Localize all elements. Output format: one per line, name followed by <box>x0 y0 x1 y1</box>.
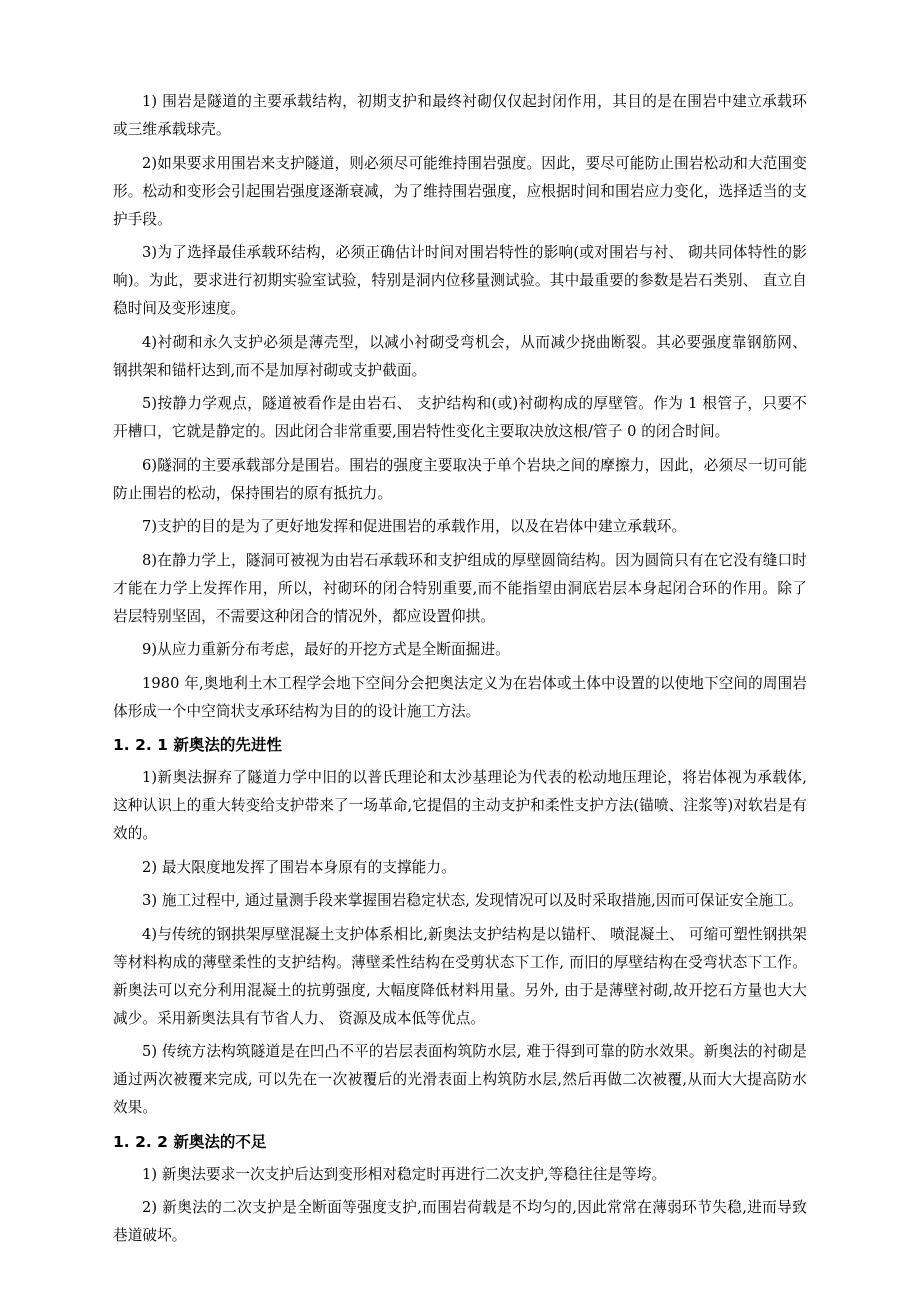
paragraph: 5) 传统方法构筑隧道是在凹凸不平的岩层表面构筑防水层, 难于得到可靠的防水效果。新奥法的衬砌是通过两次被覆来完成, 可以先在一次被覆后的光滑表面上构筑防水层,然后再做二次被覆,从而大大提高防水效果。 <box>113 1043 807 1116</box>
paragraph: 2) 最大限度地发挥了围岩本身原有的支撑能力。 <box>142 858 456 876</box>
section-heading-advantages: 1. 2. 1 新奥法的先进性 <box>113 736 282 754</box>
paragraph: 1)新奥法摒弃了隧道力学中旧的以普氏理论和太沙基理论为代表的松动地压理论，将岩体视为承载体,这种认识上的重大转变给支护带来了一场革命,它提倡的主动支护和柔性支护方法(锚喷、注浆等)对软岩是有效的。 <box>113 769 807 842</box>
paragraph: 4)与传统的钢拱架厚壁混凝土支护体系相比,新奥法支护结构是以锚杆、 喷混凝土、 可缩可塑性钢拱架等材料构成的薄壁柔性的支护结构。薄壁柔性结构在受剪状态下工作, 而旧的厚壁结构在受弯状态下工作。新奥法可以充分利用混凝土的抗剪强度, 大幅度降低材料用量。另外, 由于是薄壁衬砌,故开挖石方量也大大减少。采用新奥法具有节省人力、 资源及成本低等优点。 <box>113 925 807 1027</box>
paragraph: 4)衬砌和永久支护必须是薄壳型，以减小衬砌受弯机会，从而减少挠曲断裂。其必要强度靠钢筋网、 钢拱架和锚杆达到,而不是加厚衬砌或支护截面。 <box>113 333 807 379</box>
paragraph: 2)如果要求用围岩来支护隧道，则必须尽可能维持围岩强度。因此，要尽可能防止围岩松动和大范围变形。松动和变形会引起围岩强度逐渐衰减，为了维持围岩强度，应根据时间和围岩应力变化，选择适当的支护手段。 <box>113 154 807 228</box>
paragraph: 6)隧洞的主要承载部分是围岩。围岩的强度主要取决于单个岩块之间的摩擦力，因此，必须尽一切可能防止围岩的松动，保持围岩的原有抵抗力。 <box>113 456 807 502</box>
section-heading-shortcomings: 1. 2. 2 新奥法的不足 <box>113 1132 267 1151</box>
paragraph: 2) 新奥法的二次支护是全断面等强度支护,而围岩荷载是不均匀的,因此常常在薄弱环节失稳,进而导致巷道破坏。 <box>113 1199 807 1244</box>
paragraph: 1) 围岩是隧道的主要承载结构，初期支护和最终衬砌仅仅起封闭作用，其目的是在围岩中建立承载环或三维承载球壳。 <box>113 93 807 138</box>
paragraph: 9)从应力重新分布考虑，最好的开挖方式是全断面掘进。 <box>142 641 510 658</box>
document-page <box>113 88 807 1256</box>
paragraph: 8)在静力学上，隧洞可被视为由岩石承载环和支护组成的厚壁圆筒结构。因为圆筒只有在它没有缝口时才能在力学上发挥作用，所以，衬砌环的闭合特别重要,而不能指望由洞底岩层本身起闭合环的作用。除了岩层特别坚固，不需要这种闭合的情况外，都应设置仰拱。 <box>113 551 807 625</box>
paragraph: 3)为了选择最佳承载环结构，必须正确估计时间对围岩特性的影响(或对围岩与衬、 砌共同体特性的影响)。为此，要求进行初期实验室试验，特别是洞内位移量测试验。其中最重要的参数是岩石类别、 直立自稳时间及变形速度。 <box>113 244 807 317</box>
paragraph: 7)支护的目的是为了更好地发挥和促进围岩的承载作用，以及在岩体中建立承载环。 <box>142 518 687 535</box>
paragraph: 1) 新奥法要求一次支护后达到变形相对稳定时再进行二次支护,等稳往往是等垮。 <box>142 1165 667 1183</box>
paragraph: 5)按静力学观点，隧道被看作是由岩石、 支护结构和(或)衬砌构成的厚壁管。作为 1 根管子，只要不开槽口，它就是静定的。因此闭合非常重要,围岩特性变化主要取决放这根/管子 0 的闭合时间。 <box>113 395 807 440</box>
paragraph: 3) 施工过程中, 通过量测手段来掌握围岩稳定状态, 发现情况可以及时采取措施,因而可保证安全施工。 <box>142 892 803 909</box>
paragraph: 1980 年,奥地利土木工程学会地下空间分会把奥法定义为在岩体或土体中设置的以使地下空间的周围岩体形成一个中空筒状支承环结构为目的的设计施工方法。 <box>113 674 807 720</box>
